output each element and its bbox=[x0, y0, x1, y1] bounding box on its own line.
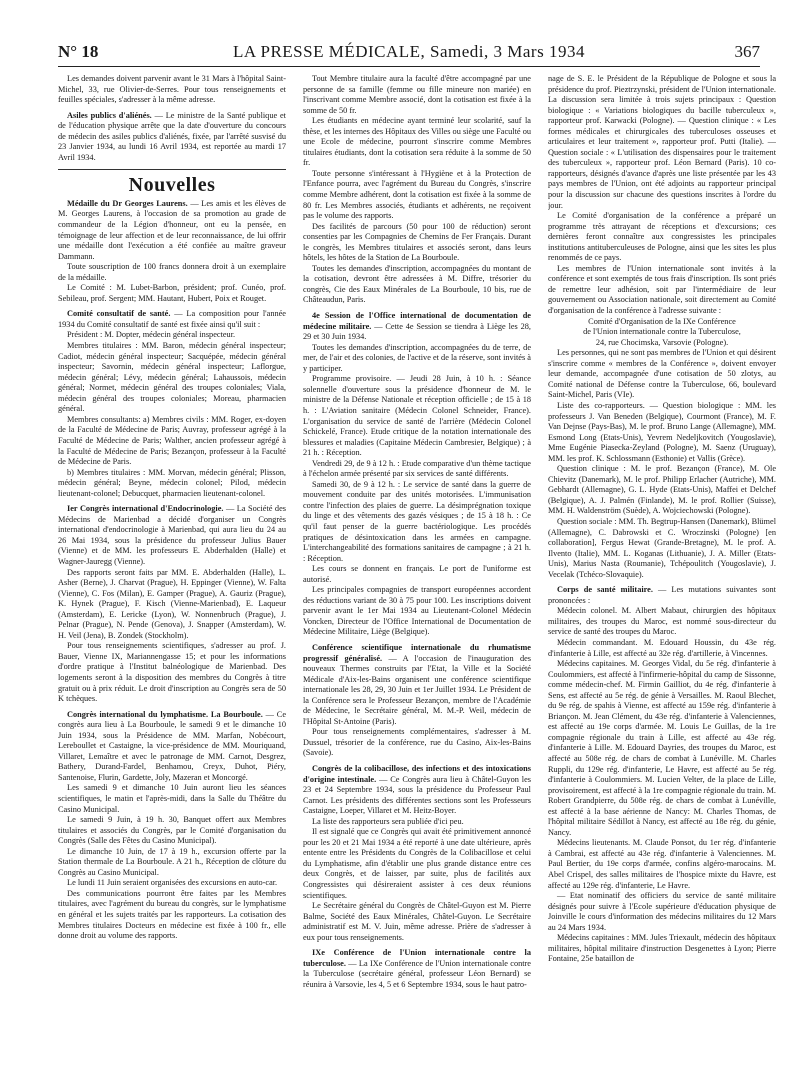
address-line: Comité d'Organisation de la IXe Conférence bbox=[588, 316, 736, 326]
article-endocrinologie bbox=[58, 504, 286, 567]
paragraph: Les membres de l'Union internationale sont invités à la conférence et sont exemptés de tous frais d'inscription. Ils sont priés de remettre leur adhésion, soit par l'intermédiaire de leur gouvernement ou Association nationale, soit directement au Comité d'organisation de la conférence à l'adresse suivante : bbox=[548, 263, 776, 316]
column-2 bbox=[303, 74, 531, 1074]
article-colibacillose bbox=[303, 764, 531, 817]
column-1 bbox=[58, 74, 286, 1074]
section-title-nouvelles: Nouvelles bbox=[128, 174, 216, 197]
paragraph: b) Membres titulaires : MM. Morvan, médecin général; Plisson, médecin général; Beyne, médecin colonel; Pilod, médecin lieutenant-colonel; Debucquet, pharmacien lieutenant-colonel. bbox=[58, 467, 286, 498]
paragraph: Des communications pourront être faites par les Membres titulaires, avec l'agrément du bureau du congrès, sur le lymphatisme en général et les sujets traités par les rapporteurs. La cotisation des Membres titulaires Docteurs en médecine est fixée à 100 fr., elle donne droit au volume des rapports. bbox=[58, 888, 286, 941]
paragraph: Les samedi 9 et dimanche 10 Juin auront lieu les séances scientifiques, le matin et l'après-midi, dans la Salle du Théâtre du Casino Municipal. bbox=[58, 783, 286, 814]
paragraph: Les personnes, qui ne sont pas membres de l'Union et qui désirent s'inscrire comme « membres de la Conférence », doivent envoyer leur demande, accompagnée d'une cotisation de 50 zlotys, au Comité national de Défense contre la Tuberculose, 66, boulevard Saint-Michel, Paris (VIe). bbox=[548, 348, 776, 400]
paragraph: Le Comité : M. Lubet-Barbon, président; prof. Cunéo, prof. Sebileau, prof. Sergent; MM. Hautant, Hubert, Poix et Rouget. bbox=[58, 283, 286, 303]
article-tuberculose bbox=[303, 948, 531, 990]
article-title: Ier Congrès international d'Endocrinologie. bbox=[67, 504, 224, 514]
article-title: IXe Conférence de l'Union internationale contre la tuberculose. bbox=[303, 948, 531, 968]
article-lymphatisme bbox=[58, 710, 286, 784]
article-medaille bbox=[58, 199, 286, 262]
paragraph: Question sociale : MM. Th. Begtrup-Hansen (Danemark), Blümel (Allemagne), C. Dabrowski et C. Wroczinski (Pologne) [en collaboration], Fergus Hewat (Grande-Bretagne), M. le prof. A. Ilvento (Italie), MM. L. Koganas (Lithuanie), J. A. Miller (Etats-Unis), Marius Nasta (Roumanie), Tchépoulitch (Yougoslavie), J. Vecelak (Tchéco-Slovaquie). bbox=[548, 516, 776, 579]
article-title: 4e Session de l'Office international de documentation de médecine militaire. bbox=[303, 311, 531, 331]
article-text: — Les amis et les élèves de M. Georges Laurens, à l'occasion de sa promotion au grade de commandeur de la Légion d'honneur, ont eu la pensée, en témoignage de leur affection et de leur reconnaissance, de lui offrir une médaille dont l'exécution a été confiée au maître graveur Dammann. bbox=[58, 198, 286, 261]
paragraph: Médecins capitaines. M. Georges Vidal, du 5e rég. d'infanterie à Coulommiers, est affecté à l'infirmerie-hôpital du camp de Sissonne, comme médecin-chef. M. Firmin Gailliot, du 4e rég. d'infanterie à Sens, est affecté au 5e rég. de génie à Versailles. M. Raoul Blechet, du 9e rég. de spahis à Vienne, est affecté au 159e rég. d'infanterie à Briançon. M. Jean Clément, du 43e rég. d'infanterie à Valenciennes, est affecté au 19e corps d'armée. M. Louis Le Guillas, de la 1re compagnie régionale du train à Lille, est affecté au 43e rég. d'infanterie à Lille. M. Edouard Dayries, des troupes du Maroc, est affecté au 508e rég. de chars de combat à Lunéville. M. Charles Ruppli, du 129e rég. d'infanterie, Le Havre, est affecté au 5e rég. d'infanterie à Coulommiers. M. Lucien Velter, de la place de Lille, provisoirement, est affecté à la 1re compagnie régionale du train. M. Robert Grandpierre, du 508e rég. de chars de combat à Lunéville, est affecté à la base aérienne de Nancy: M. Charles Thomas, de l'hôpital militaire Sédillot à Nancy, est affecté au 18e rég. du génie, Nancy. bbox=[548, 659, 776, 837]
article-text: — Ce congrès aura lieu à La Bourboule, le samedi 9 et le dimanche 10 Juin 1934, sous la Présidence de MM. Marfan, Nobécourt, Lereboullet et Castaigne, la vice-présidence de MM. Mouriquand, Villaret, Lemaître et avec le patronage de MM. Carnot, Desgrez, Bathery, Durand-Fardel, Benhamou, Creyx, Duhot, Piéry, Santenoise, Flurin, Gardette, Joly, Mazeran et Moncorgé. bbox=[58, 709, 286, 782]
article-title: Corps de santé militaire. bbox=[557, 585, 653, 595]
paragraph: Des facilités de parcours (50 pour 100 de réduction) seront consenties par les Compagnies de Chemins de Fer Français. Durant le congrès, les Membres titulaires et associés seront, dans leurs hôtels, les hôtes de la Station de La Bourboule. bbox=[303, 221, 531, 263]
paragraph: Médecin colonel. M. Albert Mabaut, chirurgien des hôpitaux militaires, des troupes du Maroc, est nommé sous-directeur du service de santé des troupes du Maroc. bbox=[548, 606, 776, 637]
paragraph: Médecins capitaines : MM. Jules Triexault, médecin des hôpitaux militaires, hôpital militaire d'instruction Desgenettes à Lyon; Pierre Fontaine, 25e bataillon de bbox=[548, 933, 776, 964]
paragraph: Membres consultants: a) Membres civils : MM. Roger, ex-doyen de la Faculté de Médecine de Paris; Auvray, professeur agrégé à la Faculté de Médecine de Paris; Walther, ancien professeur agrégé à la Faculté de Médecine de Paris; Bezançon, professeur à la Faculté de Médecine de Paris. bbox=[58, 414, 286, 467]
article-text: — La IXe Conférence de l'Union internationale contre la Tuberculose (secrétaire général, professeur Léon Bernard) se réunira à Varsovie, les 4, 5 et 6 Septembre 1934, sous le haut patro- bbox=[303, 958, 531, 989]
address-line: de l'Union internationale contre la Tuberculose, bbox=[583, 327, 741, 337]
article-office-medecine-militaire bbox=[303, 311, 531, 343]
paragraph: Le lundi 11 Juin seraient organisées des excursions en auto-car. bbox=[67, 878, 278, 888]
column-3 bbox=[548, 74, 776, 1074]
paragraph: Le Comité d'organisation de la conférence a préparé un programme très attrayant de réceptions et d'excursions; ces dernières feront connaître aux congressistes les principales institutions antituberculeuses de Pologne, ainsi que les sites les plus renommés de ce pays. bbox=[548, 211, 776, 263]
paragraph: Président : M. Dopter, médecin général inspecteur. bbox=[67, 330, 236, 340]
article-title: Congrès international du lymphatisme. La Bourboule. bbox=[67, 709, 263, 719]
page-header bbox=[58, 40, 760, 67]
page-number: 367 bbox=[734, 42, 760, 61]
paragraph: Médecins lieutenants. M. Claude Ponsot, du 1er rég. d'infanterie à Cambrai, est affecté au 43e rég. d'infanterie à Valenciennes. M. Paul Bertier, du 19e corps d'armée, confins algéro-marocains. M. Abel Crispel, des salles militaires de l'hospice mixte du Havre, est affecté au 129e rég. d'infanterie, Le Havre. bbox=[548, 838, 776, 890]
article-title: Congrès de la colibacillose, des infections et des intoxications d'origine intestinale. bbox=[303, 764, 531, 784]
paragraph: Membres titulaires : MM. Baron, médecin général inspecteur; Cadiot, médecin général inspecteur; Sacquépée, médecin général inspecteur; Savornin, médecin général inspecteur; Laflorgue, médecin général; Lévy, médecin général; Lahaussois, médecin général; Normet, médecin général des troupes coloniales; Viala, médecin général des troupes coloniales; Moreau, pharmacien général. bbox=[58, 341, 286, 414]
paragraph: Samedi 30, de 9 à 12 h. : Le service de santé dans la guerre de mouvement conduite par des unités motorisées. L'immunisation contre l'infection des plaies de guerre. La désimprégnation toxique du linge et des vêtements des gazés vésiques ; de 15 à 18 h. : Ce qu'il faut penser de la guerre bactériologique. Les procédés pratiques de désintoxication dans les armées en campagne. L'interchangeabilité des formations sanitaires de campagne ; à 21 h. : Réception. bbox=[303, 479, 531, 563]
article-text: — A l'occasion de l'inauguration des nouveaux Thermes construits par l'Etat, la Ville et la Société Médicale d'Aix-les-Bains organisent une conférence scientifique internationale les 28, 29, 30 Juin et 1er Juillet 1934. Le Président de la Conférence sera le Professeur Bezançon, membre de l'Académie de Médecine, le Secrétaire général, M. M.-P. Weil, médecin de l'Hôpital St-Antoine (Paris). bbox=[303, 653, 531, 726]
paragraph: Vendredi 29, de 9 à 12 h. : Etude comparative d'un thème tactique à l'échelon armée présenté par six services de santé différents. bbox=[303, 458, 531, 479]
paragraph: Les principales compagnies de transport européennes accordent des réductions variant de 30 à 75 pour 100. Les inscriptions doivent parvenir avant le 1er Mai 1934 au Lieutenant-Colonel Médecin Voncken, Directeur de l'Office International de Documentation de Médecine Militaire, Liège (Belgique). bbox=[303, 585, 531, 637]
paragraph: Le Secrétaire général du Congrès de Châtel-Guyon est M. Pierre Balme, Société des Eaux Minérales, Châtel-Guyon. Le Secrétaire administratif est M. V. Juin, même adresse. Prière de s'adresser à eux pour tous renseignements. bbox=[303, 901, 531, 942]
paragraph: Toutes les demandes d'inscription, accompagnées du de terre, de mer, de l'air et des colonies, de l'active et de la réserve, sont invités à y participer. bbox=[303, 342, 531, 373]
article-title: Conférence scientifique internationale du rhumatisme progressif généralisé. bbox=[303, 642, 531, 663]
paragraph: Des rapports seront faits par MM. E. Abderhalden (Halle), L. Asher (Berne), J. Charvat (Prague), H. Eppinger (Vienne), W. Falta (Vienne), C. Fos (Milan), E. Gamper (Prague), A. Gauriz (Prague), K. Hynek (Prague), F. Kisch (Vienne-Marienbad), E. Laqueur (Amsterdam), E. Lericke (Lyon), W. Nonnenbruch (Prague), J. Pelnar (Prague), N. Pende (Genova), J. Snapper (Amsterdam), W. H. Veil (Jena), B. Zondek (Stockholm). bbox=[58, 567, 286, 640]
article-corps-sante-militaire bbox=[548, 585, 776, 606]
article-text: — La composition pour l'année 1934 du Comité consultatif de santé est fixée ainsi qu'il suit : bbox=[58, 309, 286, 329]
paragraph: Pour tous renseignements complémentaires, s'adresser à M. Dussuel, trésorier de la conférence, rue du Casino, Aix-les-Bains (Savoie). bbox=[303, 727, 531, 758]
article-text: — La Société des Médecins de Marienbad a décidé d'organiser un Congrès international d'endocrinologie à Marienbad, qui aura lieu du 24 au 26 Mai 1934, sous la présidence du professeur Julius Bauer (Vienne) et de MM. les professeurs E. Abderhalden (Halle) et Wagner-Jauregg (Vienne). bbox=[58, 504, 286, 566]
paragraph: Le dimanche 10 Juin, de 17 à 19 h., excursion offerte par la Station thermale de La Bourboule. A 21 h., Réception de clôture du Congrès au Casino Municipal. bbox=[58, 846, 286, 877]
paragraph: Pour tous renseignements scientifiques, s'adresser au prof. J. Bauer, Vienne IX, Mariannengasse 15; et pour les informations d'ordre pratique à l'Institut balnéologique de Marienbad. Des logements seront à la disposition des membres du Congrès à titre gratuit ou à prix réduit. Le droit d'inscription au Congrès sera de 50 K tchèques. bbox=[58, 641, 286, 704]
paragraph: Toute personne s'intéressant à l'Hygiène et à la Protection de l'Enfance pourra, avec l'agrément du Bureau du Congrès, s'inscrire comme Membre adhérent, dont la cotisation est fixée à la somme de 80 fr. Les Membres associés, étudiants et adhérents, ne reçoivent pas le volume des rapports. bbox=[303, 168, 531, 221]
article-rhumatisme bbox=[303, 643, 531, 727]
paragraph: La liste des rapporteurs sera publiée d'ici peu. bbox=[312, 816, 464, 826]
article-title: Asiles publics d'aliénés. bbox=[67, 110, 152, 120]
paragraph: — Etat nominatif des officiers du service de santé militaire désignés pour suivre à l'Ecole supérieure d'éducation physique de Joinville le cours d'information des médecins militaires du 12 Mars au 24 Mars 1934. bbox=[548, 891, 776, 932]
paragraph: Toutes les demandes d'inscription, accompagnées du montant de la cotisation, devront être adressées à M. Diffre, trésorier du congrès, Cie des Eaux Minérales de La Bourboule, 10 bis, rue de Châteaudun, Paris. bbox=[303, 263, 531, 305]
issue-number: N° 18 bbox=[58, 42, 99, 61]
article-text: — Cette 4e Session se tiendra à Liège les 28, 29 et 30 Juin 1934. bbox=[303, 321, 531, 342]
address-line: 24, rue Chocimska, Varsovie (Pologne). bbox=[595, 337, 729, 347]
paragraph: nage de S. E. le Président de la République de Pologne et sous la présidence du prof. Pieztrzynski, président de l'Union internationale. La discussion sera limitée à trois sujets principaux : Question biologique : « Variations biologiques du bacille tuberculeux », rapporteur prof. Karwacki (Pologne). — Question clinique : « Les formes médicales et chirurgicales des tuberculoses osseuses et articulaires et leur traitement », rapporteur prof. Putti (Italie). — Question sociale : « L'utilisation des dispensaires pour le traitement des tuberculeux », rapporteur prof. Léon Bernard (Paris). 10 co-rapporteurs, désignés d'avance d'après une liste présentée par les 43 pays membres de l'Union, ont été adjoints au rapporteur principal pour la discussion sur chacune des questions inscrites à l'ordre du jour. bbox=[548, 74, 776, 210]
paragraph: Les étudiants en médecine ayant terminé leur scolarité, sauf la thèse, et les internes des Hôpitaux des Villes ou siège une Faculté ou une Ecole de médecine, pourront s'inscrire comme Membres titulaires étudiants, dont la cotisation sera réduite à la somme de 50 fr. bbox=[303, 116, 531, 168]
paragraph: Médecin commandant. M. Edouard Houssin, du 43e rég. d'infanterie à Lille, est affecté au 32e rég. d'artillerie, à Vincennes. bbox=[548, 637, 776, 658]
paragraph: Tout Membre titulaire aura la faculté d'être accompagné par une personne de sa famille (femme ou fille mineure non mariée) en l'inscrivant comme Membre associé, dont la cotisation est fixée à la somme de 50 fr. bbox=[303, 74, 531, 115]
paragraph: Les cours se donnent en français. Le port de l'uniforme est autorisé. bbox=[303, 564, 531, 584]
article-title: Médaille du Dr Georges Laurens. bbox=[67, 198, 188, 208]
article-comite bbox=[58, 309, 286, 330]
divider bbox=[58, 169, 286, 170]
masthead-title: LA PRESSE MÉDICALE, Samedi, 3 Mars 1934 bbox=[233, 42, 585, 61]
article-text: — Le ministre de la Santé publique et de l'éducation physique arrête que la date d'ouverture du concours de médecin des asiles publics d'aliénés, fixée, par l'arrêté susvisé du 23 Janvier 1934, au lundi 16 Avril 1934, est reportée au mardi 17 Avril 1934. bbox=[58, 110, 286, 162]
paragraph: Il est signalé que ce Congrès qui avait été primitivement annoncé pour les 20 et 21 Mai 1934 a été reporté à une date ultérieure, après entente entre les Présidents du Congrès de la Colibacillose et celui du Lymphatisme, afin d'établir une plus grande distance entre ces deux Congrès, et de laisser, par suite, plus de facilités aux Congressistes qui désireraient assister à ces deux réunions scientifiques. bbox=[303, 827, 531, 900]
paragraph: Le samedi 9 Juin, à 19 h. 30, Banquet offert aux Membres titulaires et associés du Congrès, par le Comité d'organisation du Congrès (Salle des Fêtes du Casino Municipal). bbox=[58, 815, 286, 846]
article-text: — Ce Congrès aura lieu à Châtel-Guyon les 23 et 24 Septembre 1934, sous la présidence du Professeur Paul Carnot. Les présidents des différentes sections sont les Professeurs Castaigne, Loeper, Villaret et M. Heitz-Boyer. bbox=[303, 774, 531, 816]
article-asiles bbox=[58, 111, 286, 164]
paragraph: Programme provisoire. — Jeudi 28 Juin, à 10 h. : Séance solennelle d'ouverture sous la présidence d'honneur de M. le ministre de la Défense Nationale et réception officielle ; de 15 à 18 h. : L'Aviation sanitaire (Médecin Colonel Schneider, France). L'organisation du service de santé de l'arrière (Médecin Colonel Schickelé, France). Etude critique de la notation internationale des blessures et maladies (Capitaine Médecin Cambresier, Belgique) ; à 21 h. : Réception. bbox=[303, 374, 531, 458]
article-title: Comité consultatif de santé. bbox=[67, 309, 171, 319]
paragraph: Toute souscription de 100 francs donnera droit à un exemplaire de la médaille. bbox=[58, 262, 286, 282]
paragraph: Liste des co-rapporteurs. — Question biologique : MM. les professeurs J. Van Beneden (Belgique), Courmont (France), M. F. Van Dejnse (Pays-Bas), M. le prof. Bruno Lange (Allemagne), MM. Esmond Long (Etats-Unis), Yevrem Nedeljkovitch (Yougoslavie), Mme Eugénie Piasecka-Zeyland (Pologne), M. Saenz (Uruguay), MM. les prof. K. Schlossmann (Esthonie) et Vallis (Grèce). bbox=[548, 400, 776, 463]
paragraph: Les demandes doivent parvenir avant le 31 Mars à l'hôpital Saint-Michel, 33, rue Olivier-de-Serres. Pour tous renseignements et feuilles spéciales, s'adresser à la même adresse. bbox=[58, 74, 286, 105]
article-text: — Les mutations suivantes sont prononcées : bbox=[548, 585, 776, 605]
paragraph: Question clinique : M. le prof. Bezançon (France), M. Ole Chievitz (Danemark), M. le prof. Philipp Erlacher (Autriche), MM. Gebhardt (Allemagne), G. L. Hyde (Etats-Unis), Maffei et Delchef (Belgique), A. J. Palmén (Finlande), M. le prof. Rollier (Suisse), MM. H. Waldenström (Suède), A. Wojciechowski (Pologne). bbox=[548, 464, 776, 516]
